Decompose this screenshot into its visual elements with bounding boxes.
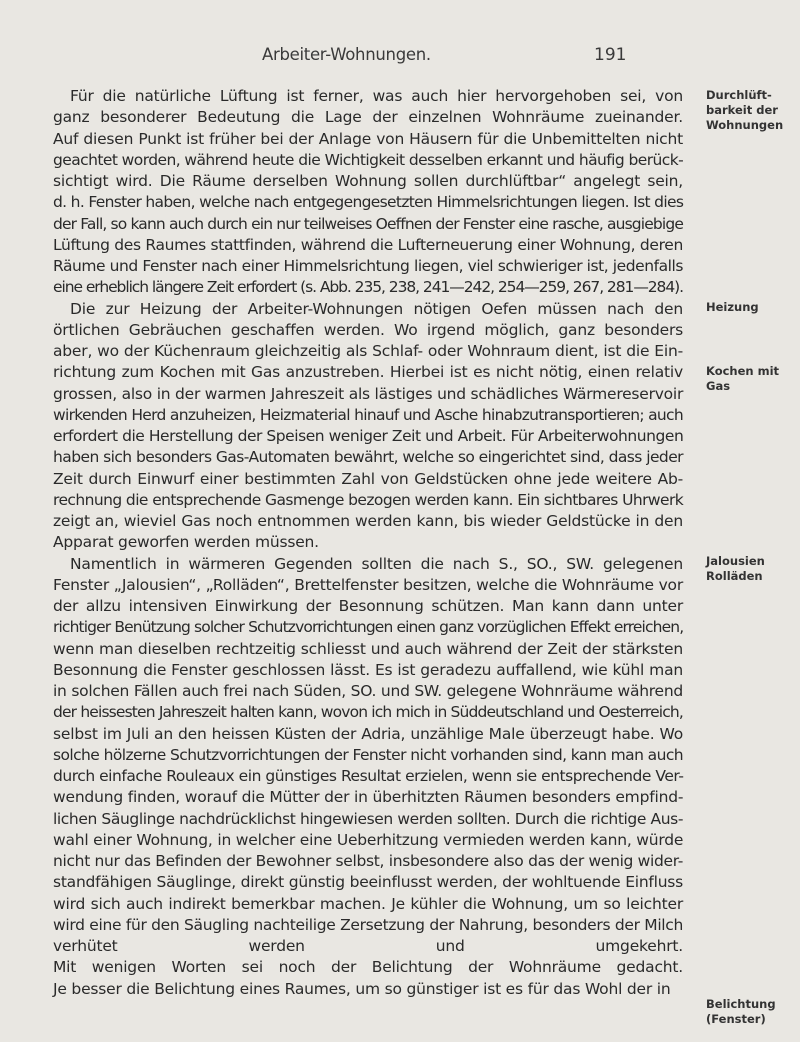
text-line: Räume und Fenster nach einer Himmelsrichtung liegen, viel schwieriger ist, jedenfalls	[53, 257, 683, 275]
text-line: der Fall, so kann auch durch ein nur teilweises Oeffnen der Fenster eine rasche, ausgiebige	[53, 214, 683, 233]
running-header	[0, 45, 800, 67]
text-line: grossen, also in der warmen Jahreszeit als lästiges und schädliches Wärmereservoir	[53, 384, 684, 403]
text-line: Je besser die Belichtung eines Raumes, um so günstiger ist es für das Wohl der in	[53, 979, 671, 998]
text-line: wird eine für den Säugling nachteilige Zersetzung der Nahrung, besonders der Milch	[53, 915, 683, 934]
text-line: haben sich besonders Gas-Automaten bewährt, welche so eingerichtet sind, dass jeder	[53, 448, 683, 467]
text-line: eine erheblich längere Zeit erfordert (s. Abb. 235, 238, 241—242, 254—259, 267, 281—284).	[53, 278, 683, 297]
margin-note-durchlueftbarkeit: Durchlüft-barkeit der Wohnungen	[706, 88, 784, 132]
text-line: in solchen Fällen auch frei nach Süden, SO. und SW. gelegene Wohnräume während	[53, 682, 683, 700]
text-line: Zeit durch Einwurf einer bestimmten Zahl von Geldstücken ohne jede weitere Ab-	[53, 469, 683, 488]
text-line: nicht nur das Befinden der Bewohner selbst, insbesondere also das der wenig wider-	[53, 852, 684, 870]
text-line: wirkenden Herd anzuheizen, Heizmaterial hinauf und Asche hinabzutransportieren; auch	[53, 405, 683, 424]
text-line: Die zur Heizung der Arbeiter-Wohnungen nötigen Oefen müssen nach den	[70, 299, 683, 318]
margin-note-heizung: Heizung	[706, 300, 759, 314]
text-line: Apparat geworfen werden müssen.	[53, 533, 319, 552]
text-line: wendung finden, worauf die Mütter der in überhitzten Räumen besonders empfind-	[53, 788, 684, 807]
margin-note-belichtung: Belichtung (Fenster)	[706, 997, 776, 1026]
text-line: standfähigen Säuglinge, direkt günstig beeinflusst werden, der wohltuende Einfluss	[53, 873, 683, 892]
text-line: wird sich auch indirekt bemerkbar machen. Je kühler die Wohnung, um so leichter	[53, 894, 683, 913]
text-line: geachtet worden, während heute die Wichtigkeit desselben erkannt und häufig berück-	[53, 150, 684, 169]
text-line: Für die natürliche Lüftung ist ferner, was auch hier hervorgehoben sei, von	[70, 87, 683, 105]
text-line: d. h. Fenster haben, welche nach entgegengesetzten Himmelsrichtungen liegen. Ist dies	[53, 193, 684, 212]
text-line: Lüftung des Raumes stattfinden, während die Lufterneuerung einer Wohnung, deren	[53, 235, 683, 254]
body-text	[53, 86, 683, 1042]
margin-note-kochen-mit-gas: Kochen mit Gas	[706, 364, 780, 393]
text-line: der allzu intensiven Einwirkung der Besonnung schützen. Man kann dann unter	[53, 597, 683, 615]
page-number: 191	[594, 45, 627, 65]
margin-note-jalousien: Jalousien Rolläden	[706, 554, 765, 583]
header-title: Arbeiter-Wohnungen.	[262, 45, 431, 64]
text-line: wahl einer Wohnung, in welcher eine Ueberhitzung vermieden werden kann, würde	[53, 830, 684, 849]
text-line: Mit wenigen Worten sei noch der Belichtung der Wohnräume gedacht.	[53, 958, 683, 977]
text-line: durch einfache Rouleaux ein günstiges Resultat erzielen, wenn sie entsprechende Ver-	[53, 767, 684, 785]
text-line: sichtigt wird. Die Räume derselben Wohnung sollen durchlüftbar“ angelegt sein,	[53, 172, 683, 190]
text-line: verhütet werden und umgekehrt.	[53, 937, 683, 955]
text-line: solche hölzerne Schutzvorrichtungen der Fenster nicht vorhanden sind, kann man auch	[53, 745, 683, 764]
text-line: aber, wo der Küchenraum gleichzeitig als Schlaf- oder Wohnraum dient, ist die Ein-	[53, 342, 683, 360]
text-line: richtiger Benützung solcher Schutzvorrichtungen einen ganz vorzüglichen Effekt erreichen,	[53, 618, 684, 637]
text-line: wenn man dieselben rechtzeitig schliesst und auch während der Zeit der stärksten	[53, 639, 683, 658]
text-line: Fenster „Jalousien“, „Rolläden“, Brettelfenster besitzen, welche die Wohnräume vor	[53, 575, 683, 594]
text-line	[53, 1021, 683, 1042]
text-line: richtung zum Kochen mit Gas anzustreben. Hierbei ist es nicht nötig, einen relativ	[53, 363, 683, 382]
text-line: selbst im Juli an den heissen Küsten der Adria, unzählige Male überzeugt habe. Wo	[53, 724, 683, 743]
text-line: rechnung die entsprechende Gasmenge bezogen werden kann. Ein sichtbares Uhrwerk	[53, 490, 684, 509]
text-line: der heissesten Jahreszeit halten kann, wovon ich mich in Süddeutschland und Oesterreich,	[53, 703, 683, 722]
text-line: lichen Säuglinge nachdrücklichst hingewiesen werden sollten. Durch die richtige Aus-	[53, 809, 684, 828]
text-line: Auf diesen Punkt ist früher bei der Anlage von Häusern für die Unbemittelten nicht	[53, 129, 683, 148]
text-line: ganz besonderer Bedeutung die Lage der einzelnen Wohnräume zueinander.	[53, 108, 683, 127]
text-line: örtlichen Gebräuchen geschaffen werden. Wo irgend möglich, ganz besonders	[53, 320, 683, 339]
text-line: Namentlich in wärmeren Gegenden sollten die nach S., SO., SW. gelegenen	[70, 554, 683, 573]
text-line: zeigt an, wieviel Gas noch entnommen werden kann, bis wieder Geldstücke in den	[53, 512, 683, 530]
text-line	[53, 1000, 683, 1021]
text-line: Besonnung die Fenster geschlossen lässt. Es ist geradezu auffallend, wie kühl man	[53, 660, 683, 679]
text-line: erfordert die Herstellung der Speisen weniger Zeit und Arbeit. Für Arbeiterwohnungen	[53, 427, 684, 445]
